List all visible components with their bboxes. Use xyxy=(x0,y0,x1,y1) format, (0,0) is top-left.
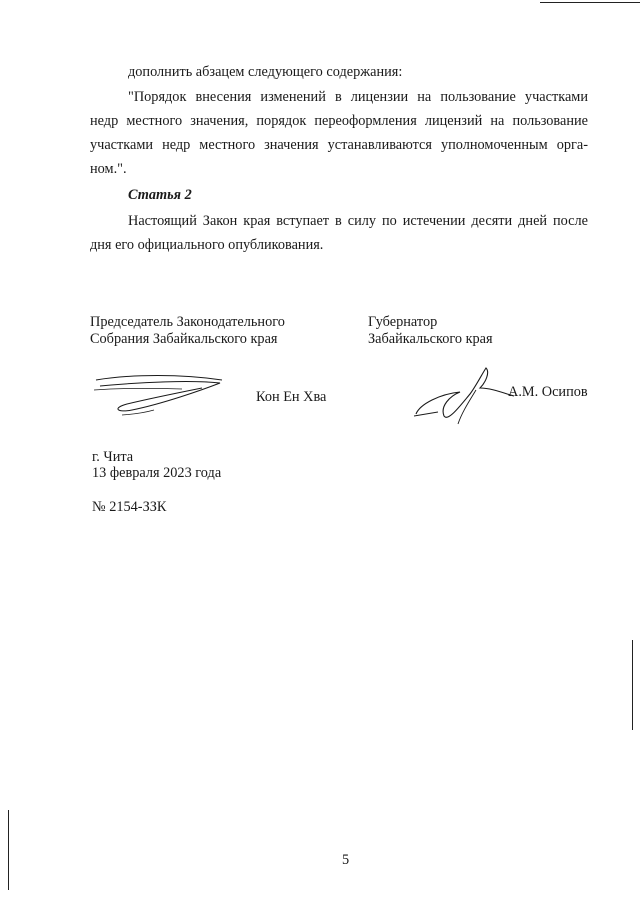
page-number: 5 xyxy=(342,852,350,868)
signing-date: 13 февраля 2023 года xyxy=(92,465,222,481)
article-line-2: дня его официального опубликования. xyxy=(90,237,324,253)
left-signatory-title-line1: Председатель Законодательного xyxy=(90,314,285,330)
article-heading: Статья 2 xyxy=(128,187,192,203)
right-signatory-title-line2: Забайкальского края xyxy=(368,331,493,347)
scan-edge-right xyxy=(632,640,633,730)
law-number: № 2154-ЗЗК xyxy=(92,499,167,515)
right-signatory-title-line1: Губернатор xyxy=(368,314,438,330)
quote-line-3: участками недр местного значения устанавливаются уполномоченным орга- xyxy=(90,137,588,153)
article-line-1: Настоящий Закон края вступает в силу по истечении десяти дней после xyxy=(128,213,588,229)
left-signatory-name: Кон Ен Хва xyxy=(256,389,327,405)
scan-edge-top xyxy=(540,2,640,3)
right-signatory-name: А.М. Осипов xyxy=(508,384,588,400)
city: г. Чита xyxy=(92,449,134,465)
left-signature-image xyxy=(92,370,232,420)
scan-edge-left xyxy=(8,810,9,890)
left-signatory-title-line2: Собрания Забайкальского края xyxy=(90,331,278,347)
quote-line-1: "Порядок внесения изменений в лицензии на пользование участками xyxy=(128,89,588,105)
intro-line: дополнить абзацем следующего содержания: xyxy=(128,64,403,80)
quote-line-2: недр местного значения, порядок переоформления лицензий на пользование xyxy=(90,113,588,129)
quote-line-4: ном.". xyxy=(90,161,127,177)
right-signature-image xyxy=(410,366,520,426)
